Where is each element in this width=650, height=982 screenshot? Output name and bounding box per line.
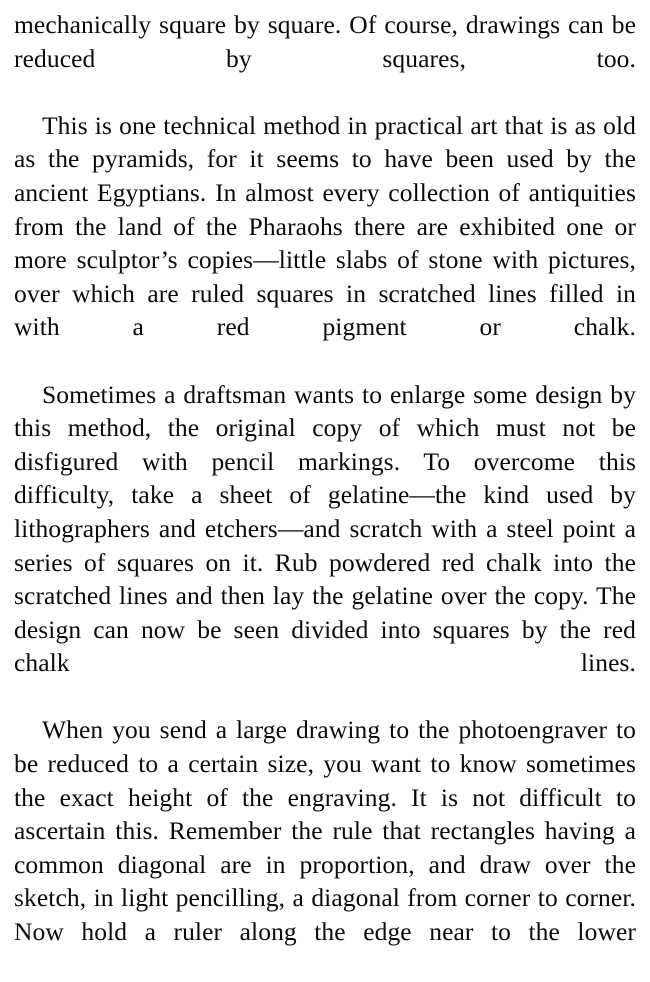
paragraph-4: When you send a large drawing to the photoengraver to be reduced to a certain size, you want to know sometimes the exact height of the engraving. It is not difficult to ascertain this. Remember the rule that rectangles having a common diagonal are in proportion, and draw over the sketch, in light pencilling, a diagonal from corner to corner. Now hold a ruler along the edge near to the lower [14, 715, 636, 947]
paragraph-1: mechanically square by square. Of course, drawings can be reduced by squares, too. [14, 10, 636, 73]
page-body [14, 8, 636, 982]
paragraph-3: Sometimes a draftsman wants to enlarge some design by this method, the original copy of which must not be disfigured with pencil markings. To overcome this difficulty, take a sheet of gelatine—the kind used by lithographers and etchers—and scratch with a steel point a series of squares on it. Rub powdered red chalk into the scratched lines and then lay the gelatine over the copy. The design can now be seen divided into squares by the red chalk lines. [14, 379, 636, 678]
paragraph-2: This is one technical method in practical art that is as old as the pyramids, for it seems to have been used by the ancient Egyptians. In almost every collection of antiquities from the land of the Pharaohs there are exhibited one or more sculptor’s copies—little slabs of stone with pictures, over which are ruled squares in scratched lines filled in with a red pigment or chalk. [14, 110, 636, 342]
